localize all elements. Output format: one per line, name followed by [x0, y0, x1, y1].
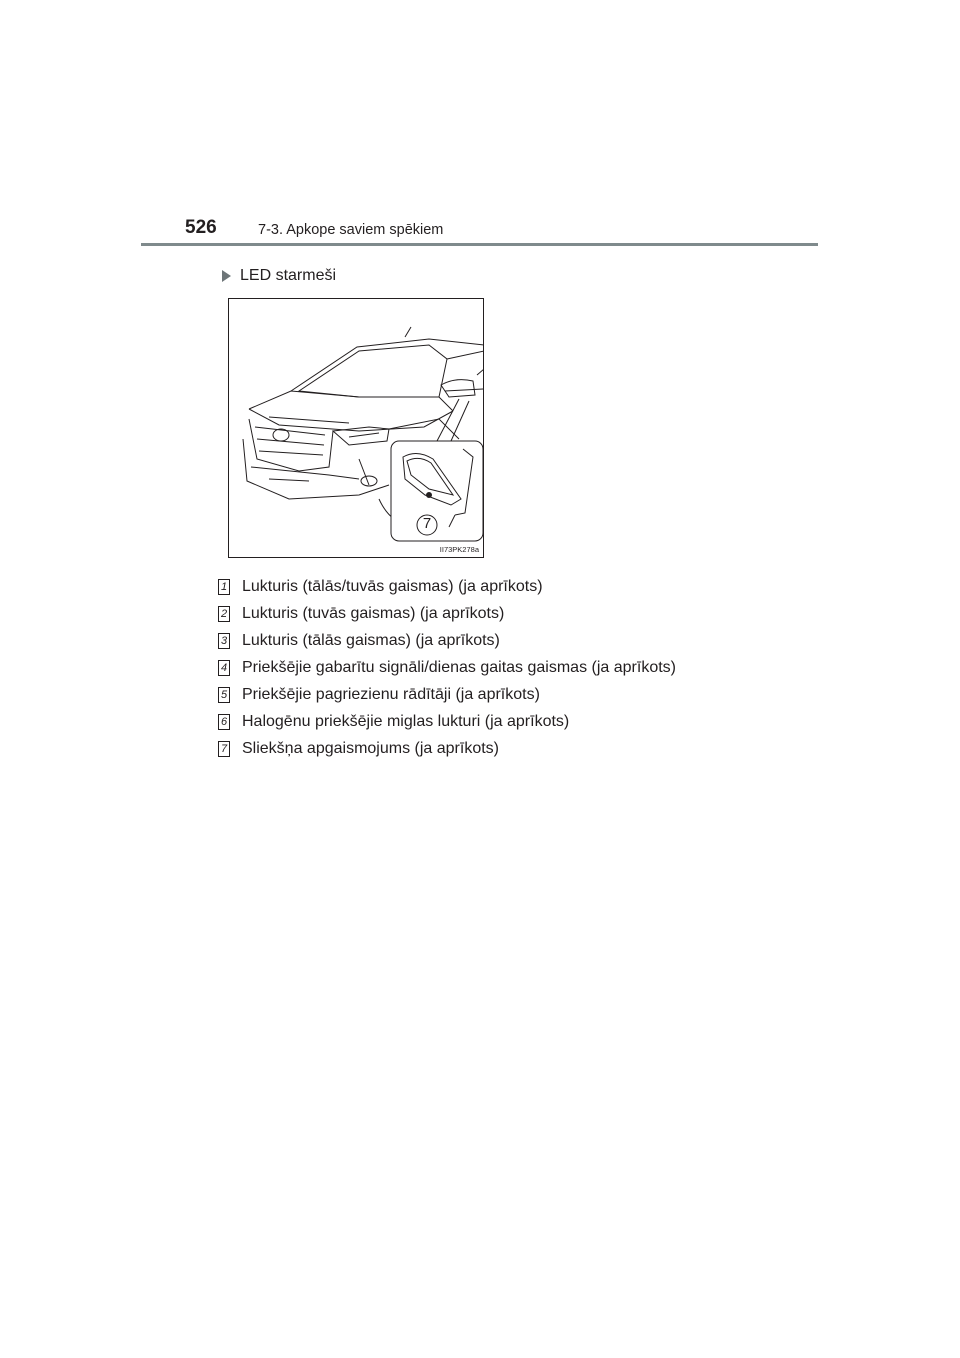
figure-callout-label: 7 — [422, 515, 432, 532]
subheading-text: LED starmeši — [240, 267, 337, 284]
item-text: Priekšējie gabarītu signāli/dienas gaitas gaismas (ja aprīkots) — [242, 658, 676, 676]
item-number-badge: 4 — [218, 660, 230, 676]
subheading — [222, 267, 336, 285]
page-number: 526 — [185, 217, 217, 238]
list-item — [218, 735, 676, 762]
section-title: 7-3. Apkope saviem spēkiem — [258, 222, 444, 238]
list-item — [218, 681, 676, 708]
item-text: Priekšējie pagriezienu rādītāji (ja aprīkots) — [242, 685, 540, 703]
figure-code: II73PK278a — [439, 545, 479, 554]
list-item — [218, 600, 676, 627]
item-number-badge: 1 — [218, 579, 230, 595]
header-divider — [141, 243, 818, 246]
item-number-badge: 2 — [218, 606, 230, 622]
item-text: Lukturis (tālās gaismas) (ja aprīkots) — [242, 631, 500, 649]
legend-list — [218, 573, 676, 762]
item-text: Lukturis (tuvās gaismas) (ja aprīkots) — [242, 604, 505, 622]
vehicle-illustration — [228, 298, 484, 558]
list-item — [218, 627, 676, 654]
list-item — [218, 708, 676, 735]
bullet-triangle-icon — [222, 270, 231, 282]
item-text: Halogēnu priekšējie miglas lukturi (ja aprīkots) — [242, 712, 570, 730]
item-number-badge: 5 — [218, 687, 230, 703]
list-item — [218, 573, 676, 600]
pickup-truck-drawing — [229, 299, 484, 558]
item-number-badge: 6 — [218, 714, 230, 730]
item-number-badge: 3 — [218, 633, 230, 649]
item-number-badge: 7 — [218, 741, 230, 757]
item-text: Lukturis (tālās/tuvās gaismas) (ja aprīkots) — [242, 577, 543, 595]
list-item — [218, 654, 676, 681]
item-text: Sliekšņa apgaismojums (ja aprīkots) — [242, 739, 499, 757]
